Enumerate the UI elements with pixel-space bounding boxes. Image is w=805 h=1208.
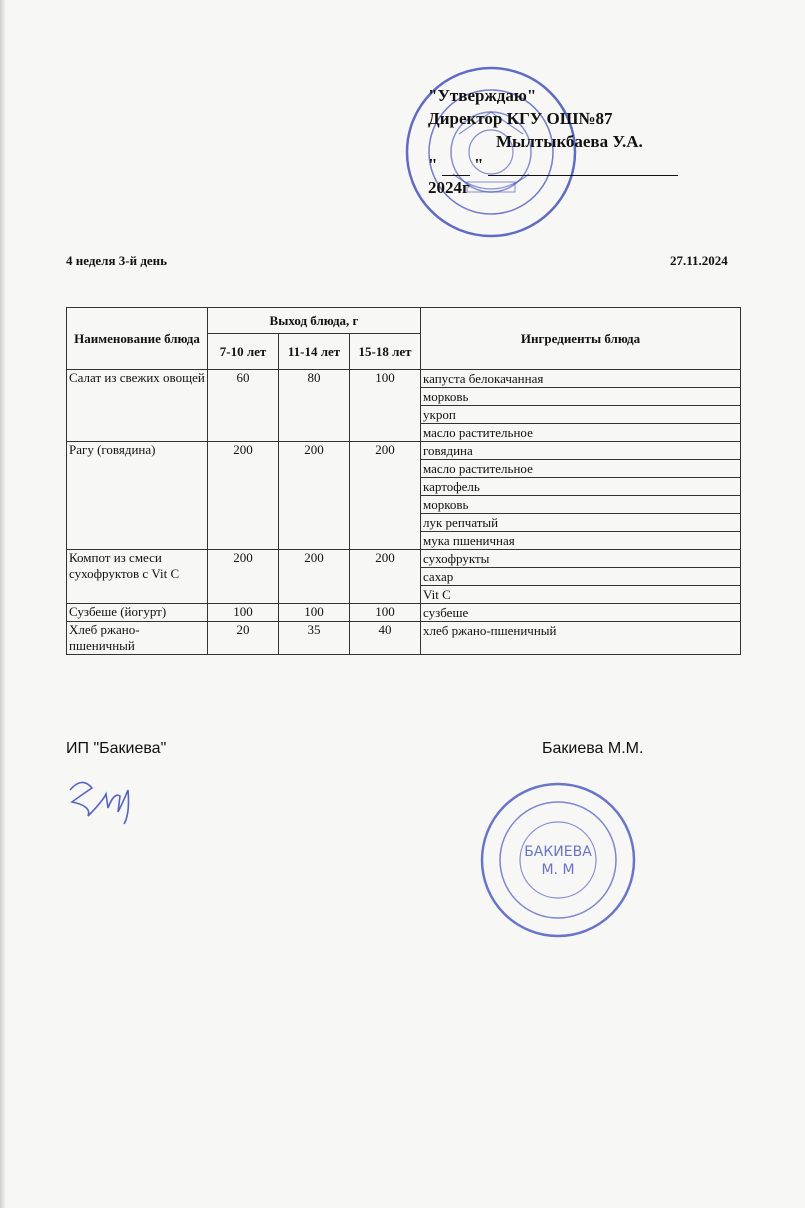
menu-date: 27.11.2024 bbox=[670, 253, 728, 268]
dish-output-15-18: 40 bbox=[350, 622, 421, 655]
dish-output-15-18: 200 bbox=[350, 550, 421, 604]
supplier-label: ИП "Бакиева" bbox=[66, 740, 167, 757]
menu-body bbox=[67, 370, 741, 655]
col-dish-name: Наименование блюда bbox=[67, 308, 208, 370]
table-row bbox=[67, 442, 741, 460]
approval-month-blank bbox=[488, 161, 678, 176]
ingredient: укроп bbox=[421, 406, 741, 424]
menu-table bbox=[66, 307, 741, 655]
ingredient: лук репчатый bbox=[421, 514, 741, 532]
approval-quote-open: " bbox=[428, 155, 438, 174]
dish-output-7-10: 20 bbox=[208, 622, 279, 655]
approval-day-blank bbox=[442, 161, 470, 176]
dish-output-7-10: 200 bbox=[208, 442, 279, 550]
ingredient: масло растительное bbox=[421, 460, 741, 478]
ip-stamp-initials: М. М bbox=[541, 862, 575, 878]
col-age-15-18: 15-18 лет bbox=[350, 334, 421, 370]
ip-stamp-text: БАКИЕВА bbox=[524, 844, 592, 860]
ingredient: хлеб ржано-пшеничный bbox=[421, 622, 741, 655]
approval-date-line bbox=[428, 153, 686, 199]
dish-output-15-18: 100 bbox=[350, 604, 421, 622]
dish-output-15-18: 200 bbox=[350, 442, 421, 550]
dish-output-11-14: 100 bbox=[279, 604, 350, 622]
ingredient: говядина bbox=[421, 442, 741, 460]
col-ingredients: Ингредиенты блюда bbox=[421, 308, 741, 370]
ingredient: картофель bbox=[421, 478, 741, 496]
ingredient: мука пшеничная bbox=[421, 532, 741, 550]
col-age-7-10: 7-10 лет bbox=[208, 334, 279, 370]
dish-output-11-14: 80 bbox=[279, 370, 350, 442]
week-day: 4 неделя 3-й день bbox=[66, 253, 168, 268]
dish-output-15-18: 100 bbox=[350, 370, 421, 442]
dish-name: Салат из свежих овощей bbox=[67, 370, 208, 442]
ingredient: Vit C bbox=[421, 586, 741, 604]
col-age-11-14: 11-14 лет bbox=[279, 334, 350, 370]
col-output: Выход блюда, г bbox=[208, 308, 421, 334]
approval-block bbox=[426, 84, 686, 199]
approval-title: "Утверждаю" bbox=[428, 86, 537, 105]
dish-name: Компот из смеси сухофруктов с Vit C bbox=[67, 550, 208, 604]
ingredient: капуста белокачанная bbox=[421, 370, 741, 388]
supplier-signer: Бакиева М.М. bbox=[542, 740, 644, 757]
dish-output-11-14: 200 bbox=[279, 550, 350, 604]
dish-name: Хлеб ржано-пшеничный bbox=[67, 622, 208, 655]
dish-name: Сузбеше (йогурт) bbox=[67, 604, 208, 622]
approval-year: 2024г bbox=[428, 178, 470, 197]
dish-output-7-10: 100 bbox=[208, 604, 279, 622]
table-row bbox=[67, 550, 741, 568]
ingredient: морковь bbox=[421, 388, 741, 406]
ingredient: морковь bbox=[421, 496, 741, 514]
page-edge bbox=[0, 0, 6, 1208]
dish-output-7-10: 200 bbox=[208, 550, 279, 604]
ingredient: сузбеше bbox=[421, 604, 741, 622]
approval-quote-close: " bbox=[473, 155, 484, 174]
approval-director-name: Мылтыкбаева У.А. bbox=[496, 132, 643, 151]
approval-position: Директор КГУ ОШ№87 bbox=[428, 109, 613, 128]
ingredient: масло растительное bbox=[421, 424, 741, 442]
dish-output-7-10: 60 bbox=[208, 370, 279, 442]
table-row bbox=[67, 622, 741, 655]
ip-stamp bbox=[478, 780, 638, 940]
signature bbox=[62, 772, 152, 828]
table-row bbox=[67, 370, 741, 388]
dish-output-11-14: 200 bbox=[279, 442, 350, 550]
table-row bbox=[67, 604, 741, 622]
dish-name: Рагу (говядина) bbox=[67, 442, 208, 550]
dish-output-11-14: 35 bbox=[279, 622, 350, 655]
ingredient: сахар bbox=[421, 568, 741, 586]
ingredient: сухофрукты bbox=[421, 550, 741, 568]
